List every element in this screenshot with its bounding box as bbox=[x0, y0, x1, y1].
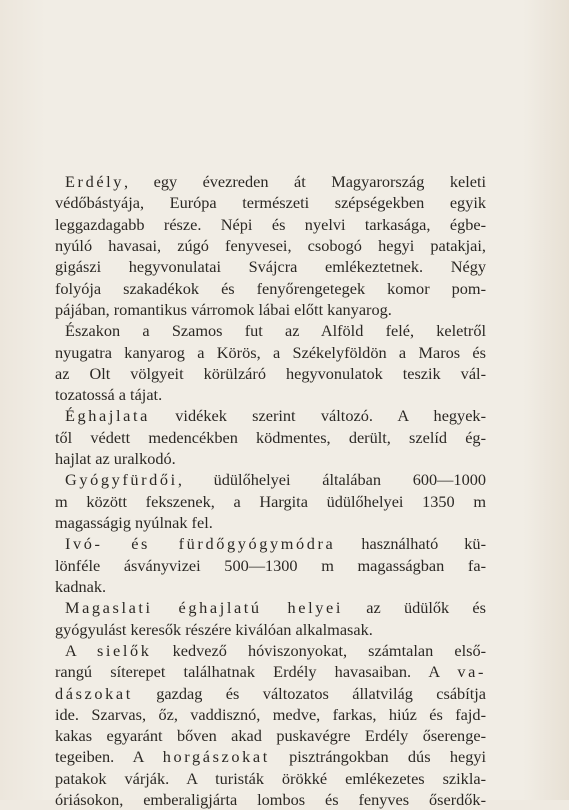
text-run: gyógyulást keresők részére kiválóan alkalmasak. bbox=[55, 619, 373, 639]
emphasized-term: Magaslati éghajlatú helyei bbox=[65, 598, 343, 618]
text-line bbox=[55, 278, 486, 299]
text-run: magasságig nyúlnak fel. bbox=[55, 513, 213, 532]
paragraph-first-line bbox=[55, 469, 486, 490]
text-run: használható kü- bbox=[335, 534, 486, 554]
text-line bbox=[55, 299, 486, 320]
paragraph-first-line bbox=[55, 320, 486, 341]
text-run: pájában, romantikus várromok lábai előtt kanyarog. bbox=[55, 299, 392, 319]
paragraph-first-line bbox=[55, 171, 486, 192]
text-run: A bbox=[65, 640, 97, 660]
text-run: az Olt völgyeit körülzáró hegyvonulatok teszik vál- bbox=[55, 363, 486, 383]
text-run: hajlat az uralkodó. bbox=[55, 449, 176, 469]
text-run: védőbástyája, Európa természeti szépségekben egyik bbox=[55, 193, 486, 213]
text-run: kakas egyaránt bőven akad puskavégre Erdély őserenge- bbox=[55, 726, 486, 746]
text-run: nyugatra kanyarog a Körös, a Székelyföldön a Maros és bbox=[55, 342, 486, 362]
text-run: leggazdagabb része. Népi és nyelvi tarkasága, égbe- bbox=[55, 214, 486, 234]
text-line bbox=[55, 363, 486, 384]
text-run: pisztrángokban dús hegyi bbox=[269, 747, 486, 767]
paragraph-first-line bbox=[55, 640, 486, 661]
text-line bbox=[55, 342, 486, 363]
text-run: az üdülők és bbox=[342, 598, 486, 618]
text-run: tozatossá a tájat. bbox=[55, 385, 163, 405]
text-line bbox=[55, 214, 486, 235]
text-line bbox=[55, 192, 486, 213]
text-line bbox=[55, 704, 486, 725]
emphasized-term: sielők bbox=[96, 640, 152, 660]
text-line bbox=[55, 256, 486, 277]
text-run: ide. Szarvas, őz, vaddisznó, medve, farkas, hiúz és fajd- bbox=[55, 704, 486, 724]
text-run: tegeiben. A bbox=[55, 747, 163, 767]
text-line bbox=[55, 384, 486, 405]
text-run: vidékek szerint változó. A hegyek- bbox=[149, 406, 486, 426]
text-run: , üdülőhelyei általában 600—1000 bbox=[177, 470, 486, 490]
paragraph-first-line bbox=[55, 533, 486, 554]
emphasized-term: Éghajlata bbox=[65, 406, 150, 426]
text-run: kadnak. bbox=[55, 576, 107, 596]
text-line bbox=[55, 619, 486, 640]
text-run: nyúló havasai, zúgó fenyvesei, csobogó hegyi patakjai, bbox=[55, 235, 486, 255]
text-line bbox=[55, 555, 486, 576]
text-line bbox=[55, 448, 486, 469]
paragraph-first-line bbox=[55, 405, 486, 426]
emphasized-term: Gyógyfürdői bbox=[65, 470, 178, 490]
text-line bbox=[55, 512, 486, 533]
text-run: gazdag és változatos állatvilág csábítja bbox=[132, 683, 486, 703]
text-run: óriásokon, emberaligjárta lombos és fenyves őserdők- bbox=[55, 790, 486, 810]
text-run: , egy évezreden át Magyarország keleti bbox=[124, 172, 486, 191]
emphasized-term: dászokat bbox=[55, 683, 133, 703]
text-line bbox=[55, 235, 486, 256]
text-run: m között fekszenek, a Hargita üdülőhelyei 1350 m bbox=[55, 491, 486, 511]
text-line bbox=[55, 661, 486, 682]
emphasized-term: va- bbox=[457, 662, 486, 682]
text-line bbox=[55, 768, 486, 789]
text-line bbox=[55, 746, 486, 767]
text-line bbox=[55, 725, 486, 746]
emphasized-term: Erdély bbox=[65, 172, 125, 191]
text-run: gigászi hegyvonulatai Svájcra emlékeztetnek. Négy bbox=[55, 257, 486, 277]
text-line bbox=[55, 683, 486, 704]
text-run: folyója szakadékok és fenyőrengetegek komor pom- bbox=[55, 278, 486, 298]
text-run: Északon a Szamos fut az Alföld felé, keletről bbox=[65, 321, 486, 341]
text-line bbox=[55, 491, 486, 512]
text-line bbox=[55, 576, 486, 597]
text-line bbox=[55, 427, 486, 448]
body-text bbox=[55, 171, 486, 810]
paragraph-first-line bbox=[55, 597, 486, 618]
emphasized-term: horgászokat bbox=[162, 747, 270, 767]
emphasized-term: Ivó- és fürdőgyógymódra bbox=[65, 534, 336, 554]
text-run: rangú síterepet találhatnak Erdély havasaiban. A bbox=[55, 662, 458, 682]
text-run: kedvező hóviszonyokat, számtalan első- bbox=[151, 640, 486, 660]
text-run: patakok várják. A turisták örökké emlékezetes szikla- bbox=[55, 768, 486, 788]
text-run: lönféle ásványvizei 500—1300 m magasságban fa- bbox=[55, 555, 486, 575]
text-run: től védett medencékben ködmentes, derült, szelíd ég- bbox=[55, 427, 486, 447]
